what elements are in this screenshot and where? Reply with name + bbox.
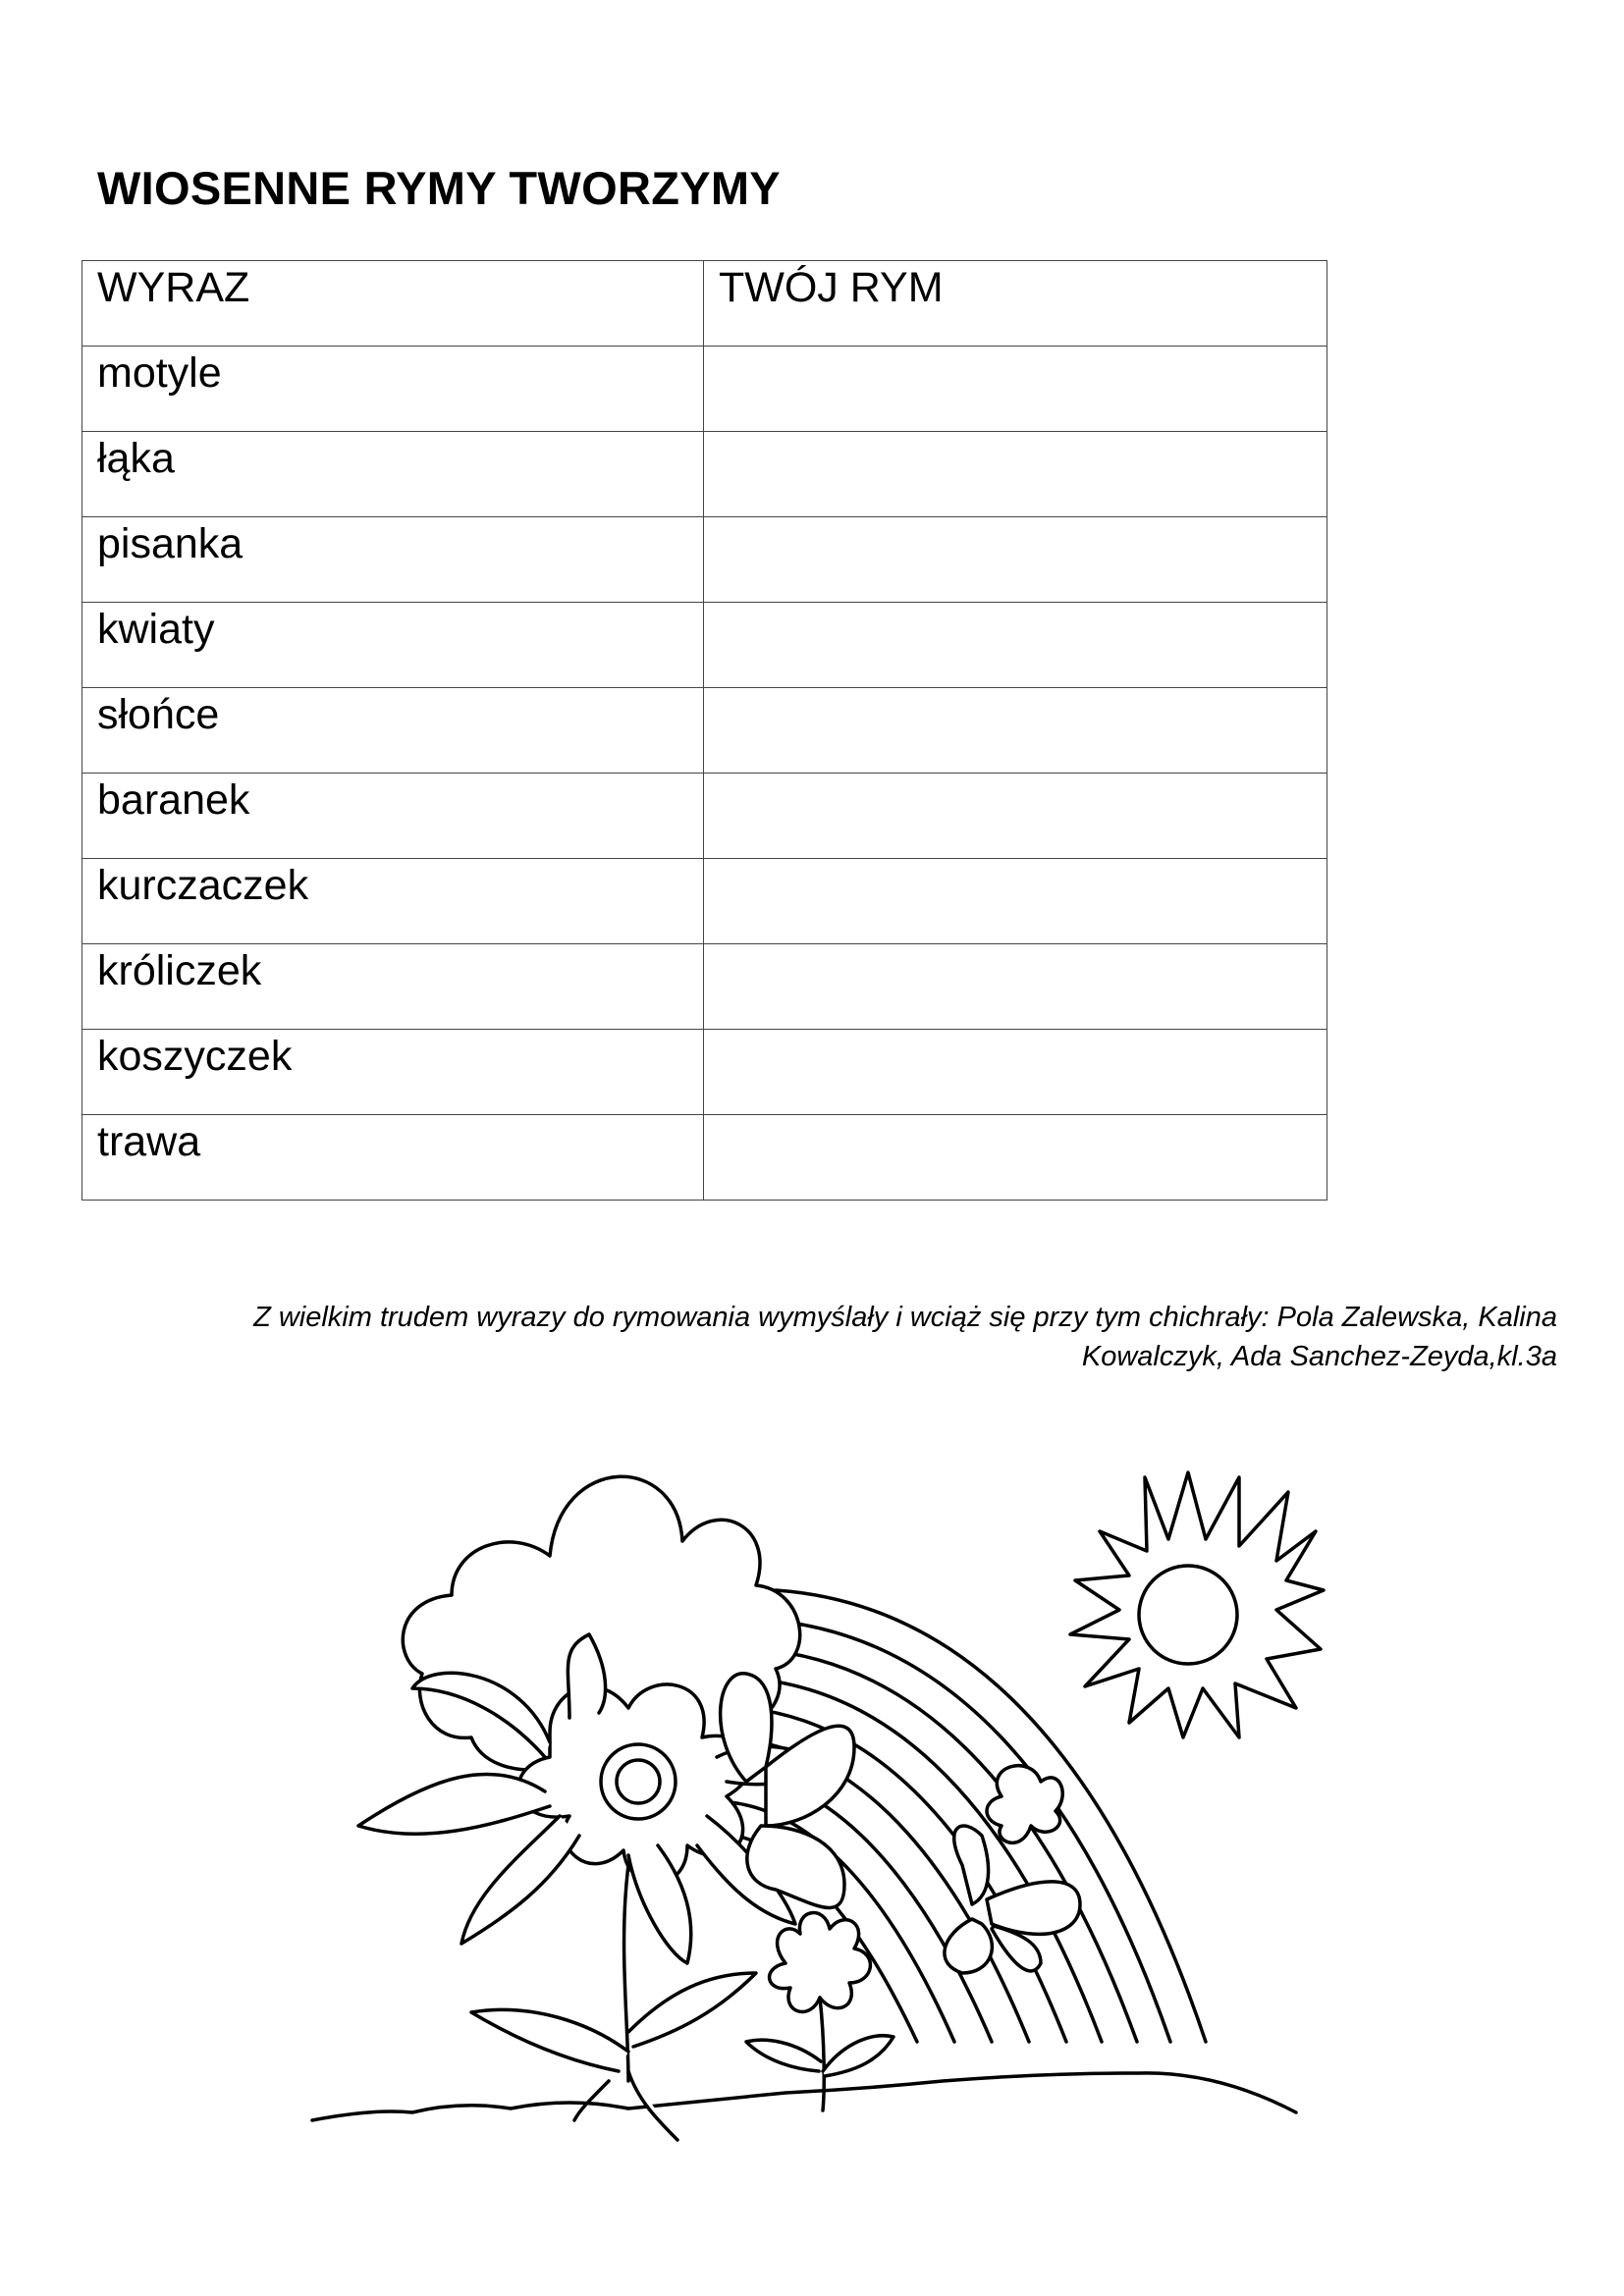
rhyme-text (719, 944, 1326, 950)
rhyme-text (719, 432, 1326, 438)
rhyme-cell[interactable] (704, 1115, 1327, 1201)
credit-line-1: Z wielkim trudem wyrazy do rymowania wymyślały i wciąż się przy tym chichrały: Pola Zalewska, Kalina (253, 1302, 1557, 1333)
table-header-row (82, 261, 1327, 347)
word-text: króliczek (97, 947, 262, 994)
rhyme-cell[interactable] (704, 688, 1327, 774)
word-text: kwiaty (97, 606, 215, 653)
rhyme-cell[interactable] (704, 432, 1327, 517)
word-text: kurczaczek (97, 862, 309, 909)
word-cell (82, 603, 704, 688)
table-row (82, 603, 1327, 688)
word-cell (82, 432, 704, 517)
table-row (82, 944, 1327, 1030)
rhyme-text (719, 774, 1326, 779)
rhyme-cell[interactable] (704, 603, 1327, 688)
table-row (82, 1115, 1327, 1201)
table-row (82, 859, 1327, 944)
word-cell (82, 347, 704, 432)
header-word (82, 261, 704, 347)
table-row (82, 688, 1327, 774)
small-flower-image (746, 1913, 893, 2110)
rhyme-text (719, 1030, 1326, 1036)
sun-image (1070, 1472, 1324, 1737)
word-cell (82, 944, 704, 1030)
word-text: pisanka (97, 520, 244, 567)
word-cell (82, 774, 704, 859)
table-row (82, 432, 1327, 517)
page-title: WIOSENNE RYMY TWORZYMY (97, 162, 781, 214)
rhyme-cell[interactable] (704, 859, 1327, 944)
word-text: baranek (97, 776, 250, 824)
rhyme-cell[interactable] (704, 347, 1327, 432)
rhyme-text (719, 603, 1326, 609)
word-cell (82, 517, 704, 603)
table-row (82, 517, 1327, 603)
hill-image (312, 2073, 1296, 2120)
header-rhyme-label: TWÓJ RYM (719, 264, 944, 311)
credit-line-2: Kowalczyk, Ada Sanchez-Zeyda,kl.3a (1081, 1341, 1557, 1372)
table-row (82, 1030, 1327, 1115)
rhyme-table (81, 260, 1327, 1201)
header-rhyme (704, 261, 1327, 347)
word-cell (82, 688, 704, 774)
word-text: koszyczek (97, 1033, 293, 1080)
word-cell (82, 1030, 704, 1115)
word-text: trawa (97, 1118, 201, 1165)
word-text: motyle (97, 349, 222, 397)
rhyme-text (719, 688, 1326, 694)
word-text: łąka (97, 435, 175, 482)
word-cell (82, 859, 704, 944)
spring-illustration (295, 1443, 1326, 2150)
rhyme-text (719, 347, 1326, 352)
rhyme-text (719, 517, 1326, 523)
rhyme-cell[interactable] (704, 517, 1327, 603)
word-text: słońce (97, 691, 220, 738)
rhyme-text (719, 1115, 1326, 1121)
rhyme-text (719, 859, 1326, 865)
rhyme-cell[interactable] (704, 944, 1327, 1030)
rhyme-cell[interactable] (704, 774, 1327, 859)
table-row (82, 347, 1327, 432)
header-word-label: WYRAZ (97, 264, 250, 311)
table-row (82, 774, 1327, 859)
rhyme-cell[interactable] (704, 1030, 1327, 1115)
word-cell (82, 1115, 704, 1201)
credit-note (84, 1298, 1557, 1376)
